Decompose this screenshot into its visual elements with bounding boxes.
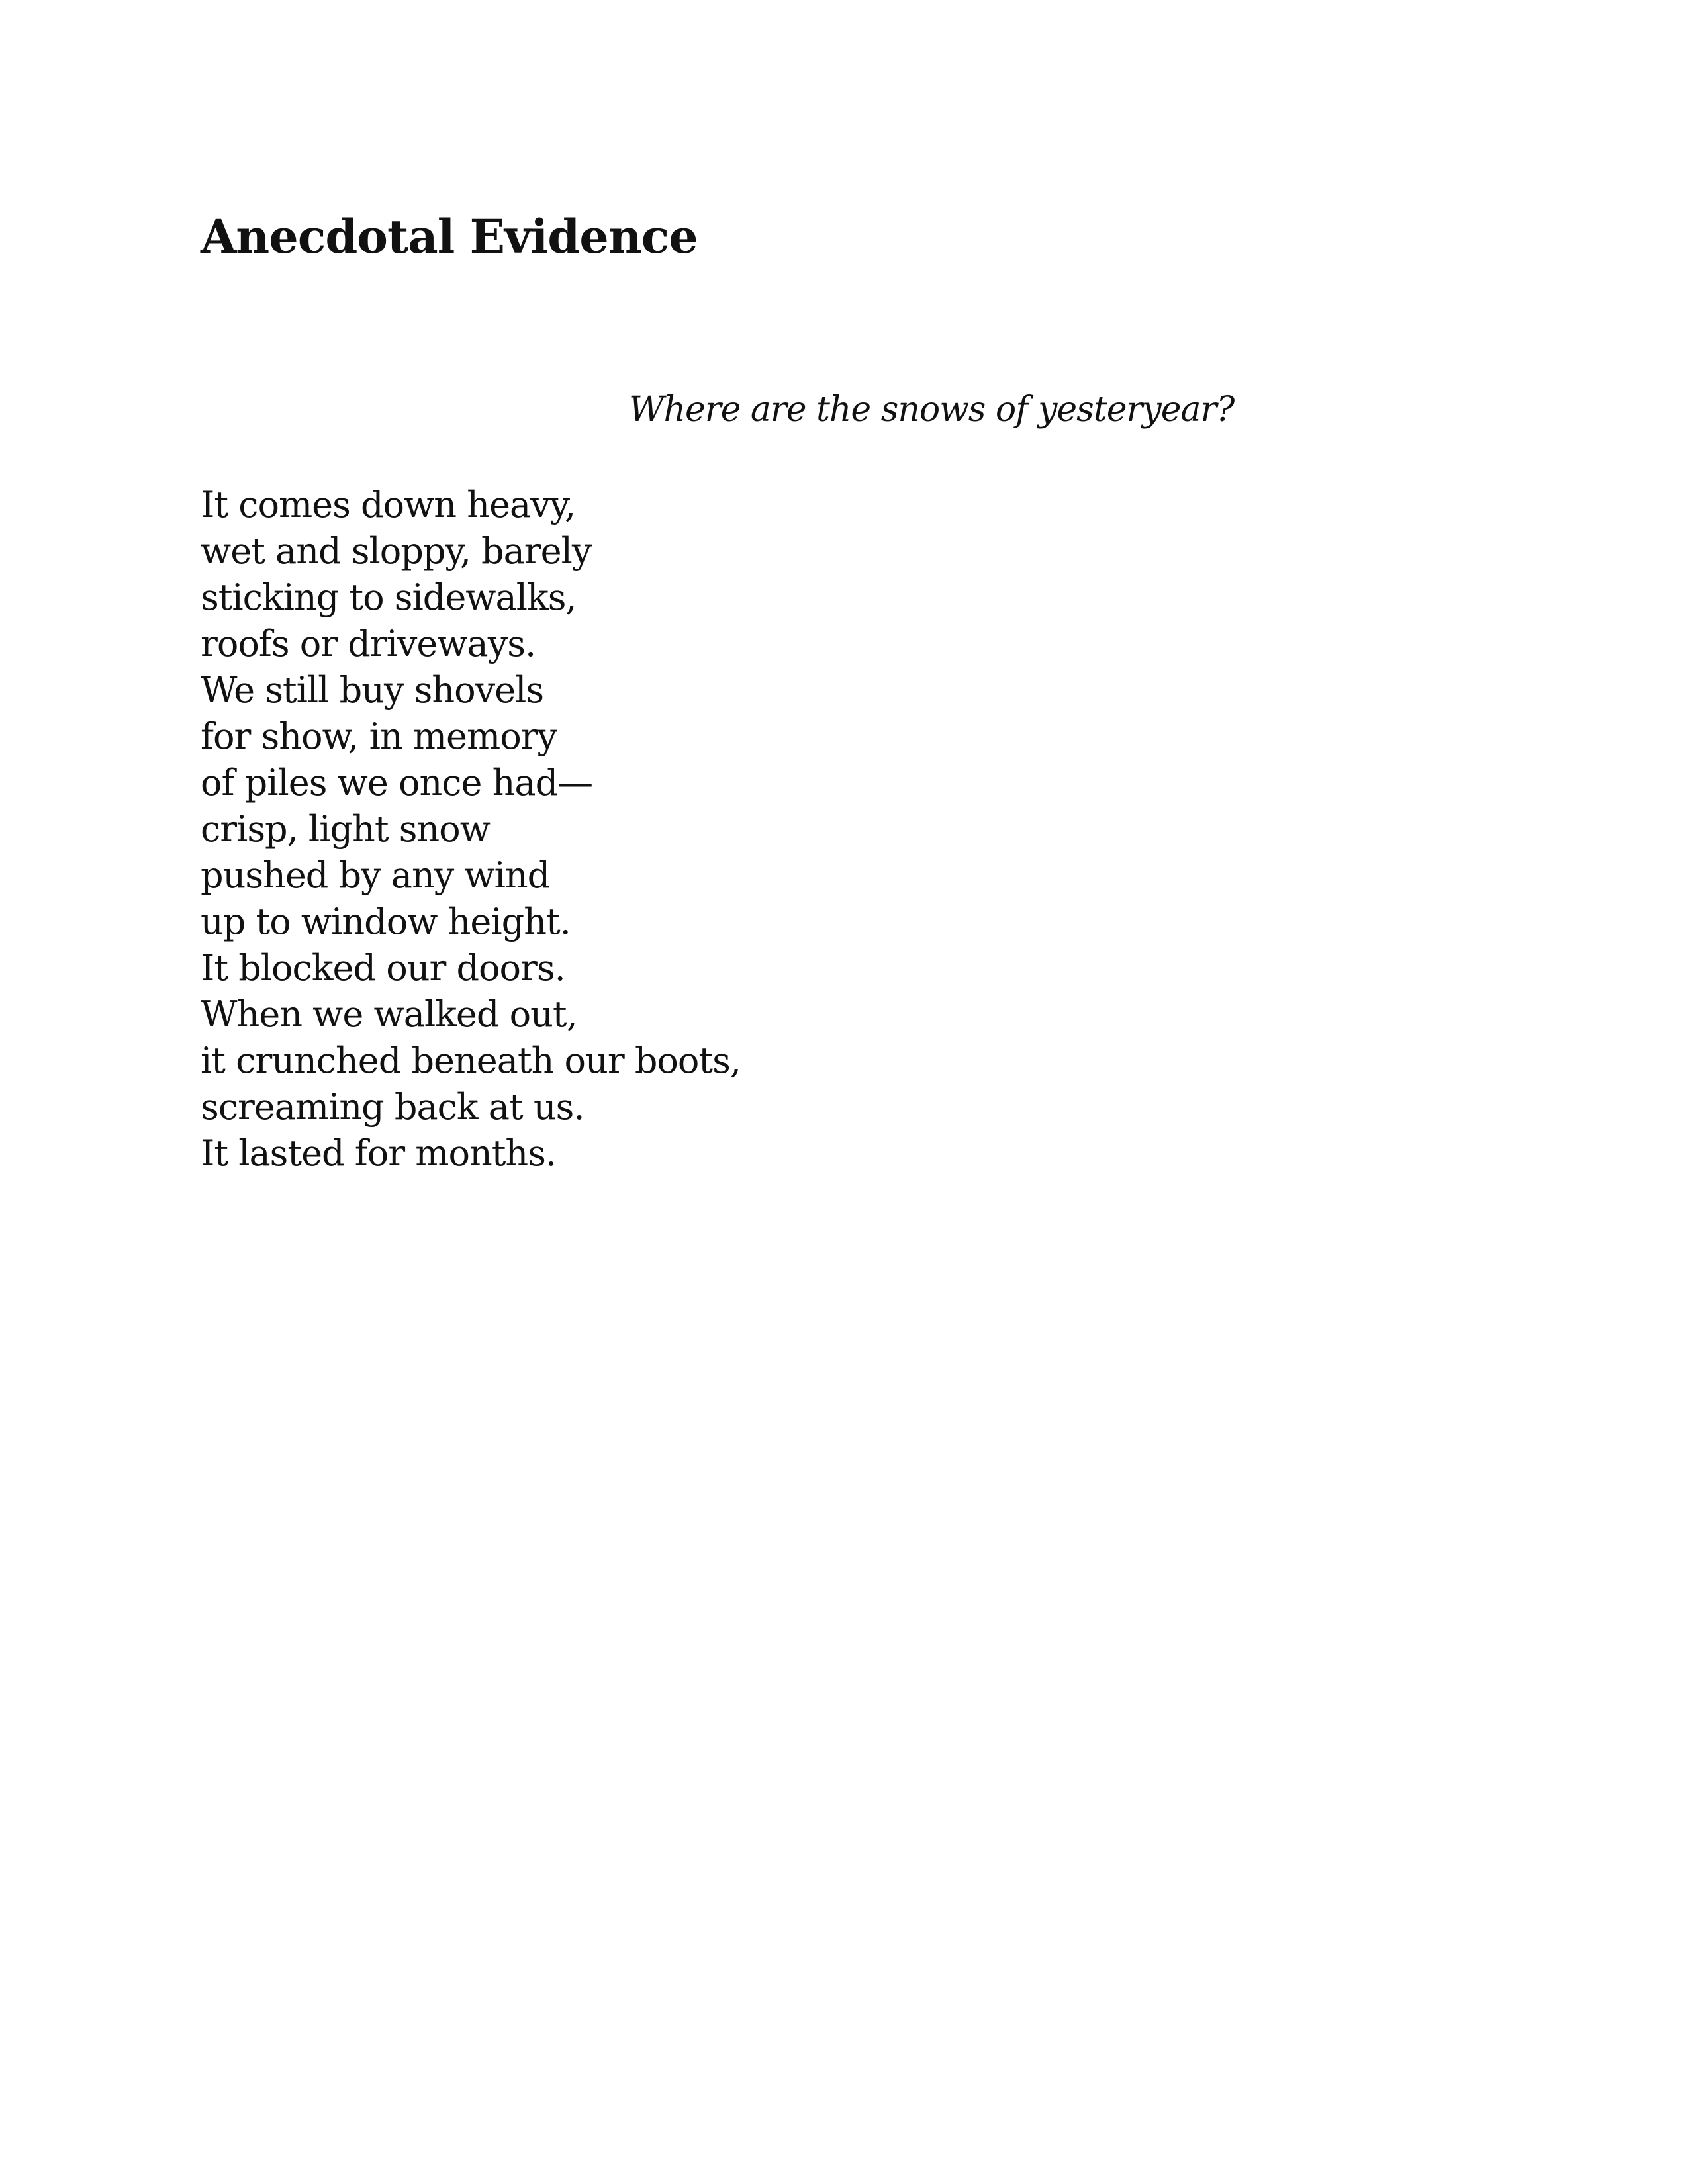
poem-line: wet and sloppy, barely bbox=[201, 530, 592, 572]
poem-line: It comes down heavy, bbox=[201, 484, 576, 525]
poem-line: for show, in memory bbox=[201, 715, 557, 757]
poem-line: it crunched beneath our boots, bbox=[201, 1040, 741, 1081]
poem-line: It blocked our doors. bbox=[201, 947, 565, 989]
poem-line: screaming back at us. bbox=[201, 1086, 585, 1128]
poem-line: When we walked out, bbox=[201, 993, 577, 1035]
poem-body bbox=[201, 482, 741, 1177]
poem-line: We still buy shovels bbox=[201, 669, 544, 711]
poem-line: crisp, light snow bbox=[201, 808, 490, 850]
poem-title: Anecdotal Evidence bbox=[201, 209, 698, 264]
poem-line: of piles we once had— bbox=[201, 762, 593, 803]
poem-line: sticking to sidewalks, bbox=[201, 576, 577, 618]
poem-line: up to window height. bbox=[201, 901, 571, 942]
poem-epigraph: Where are the snows of yesteryear? bbox=[629, 390, 1235, 430]
poem-line: pushed by any wind bbox=[201, 854, 550, 896]
poem-line: roofs or driveways. bbox=[201, 623, 536, 664]
poem-line: It lasted for months. bbox=[201, 1132, 557, 1174]
